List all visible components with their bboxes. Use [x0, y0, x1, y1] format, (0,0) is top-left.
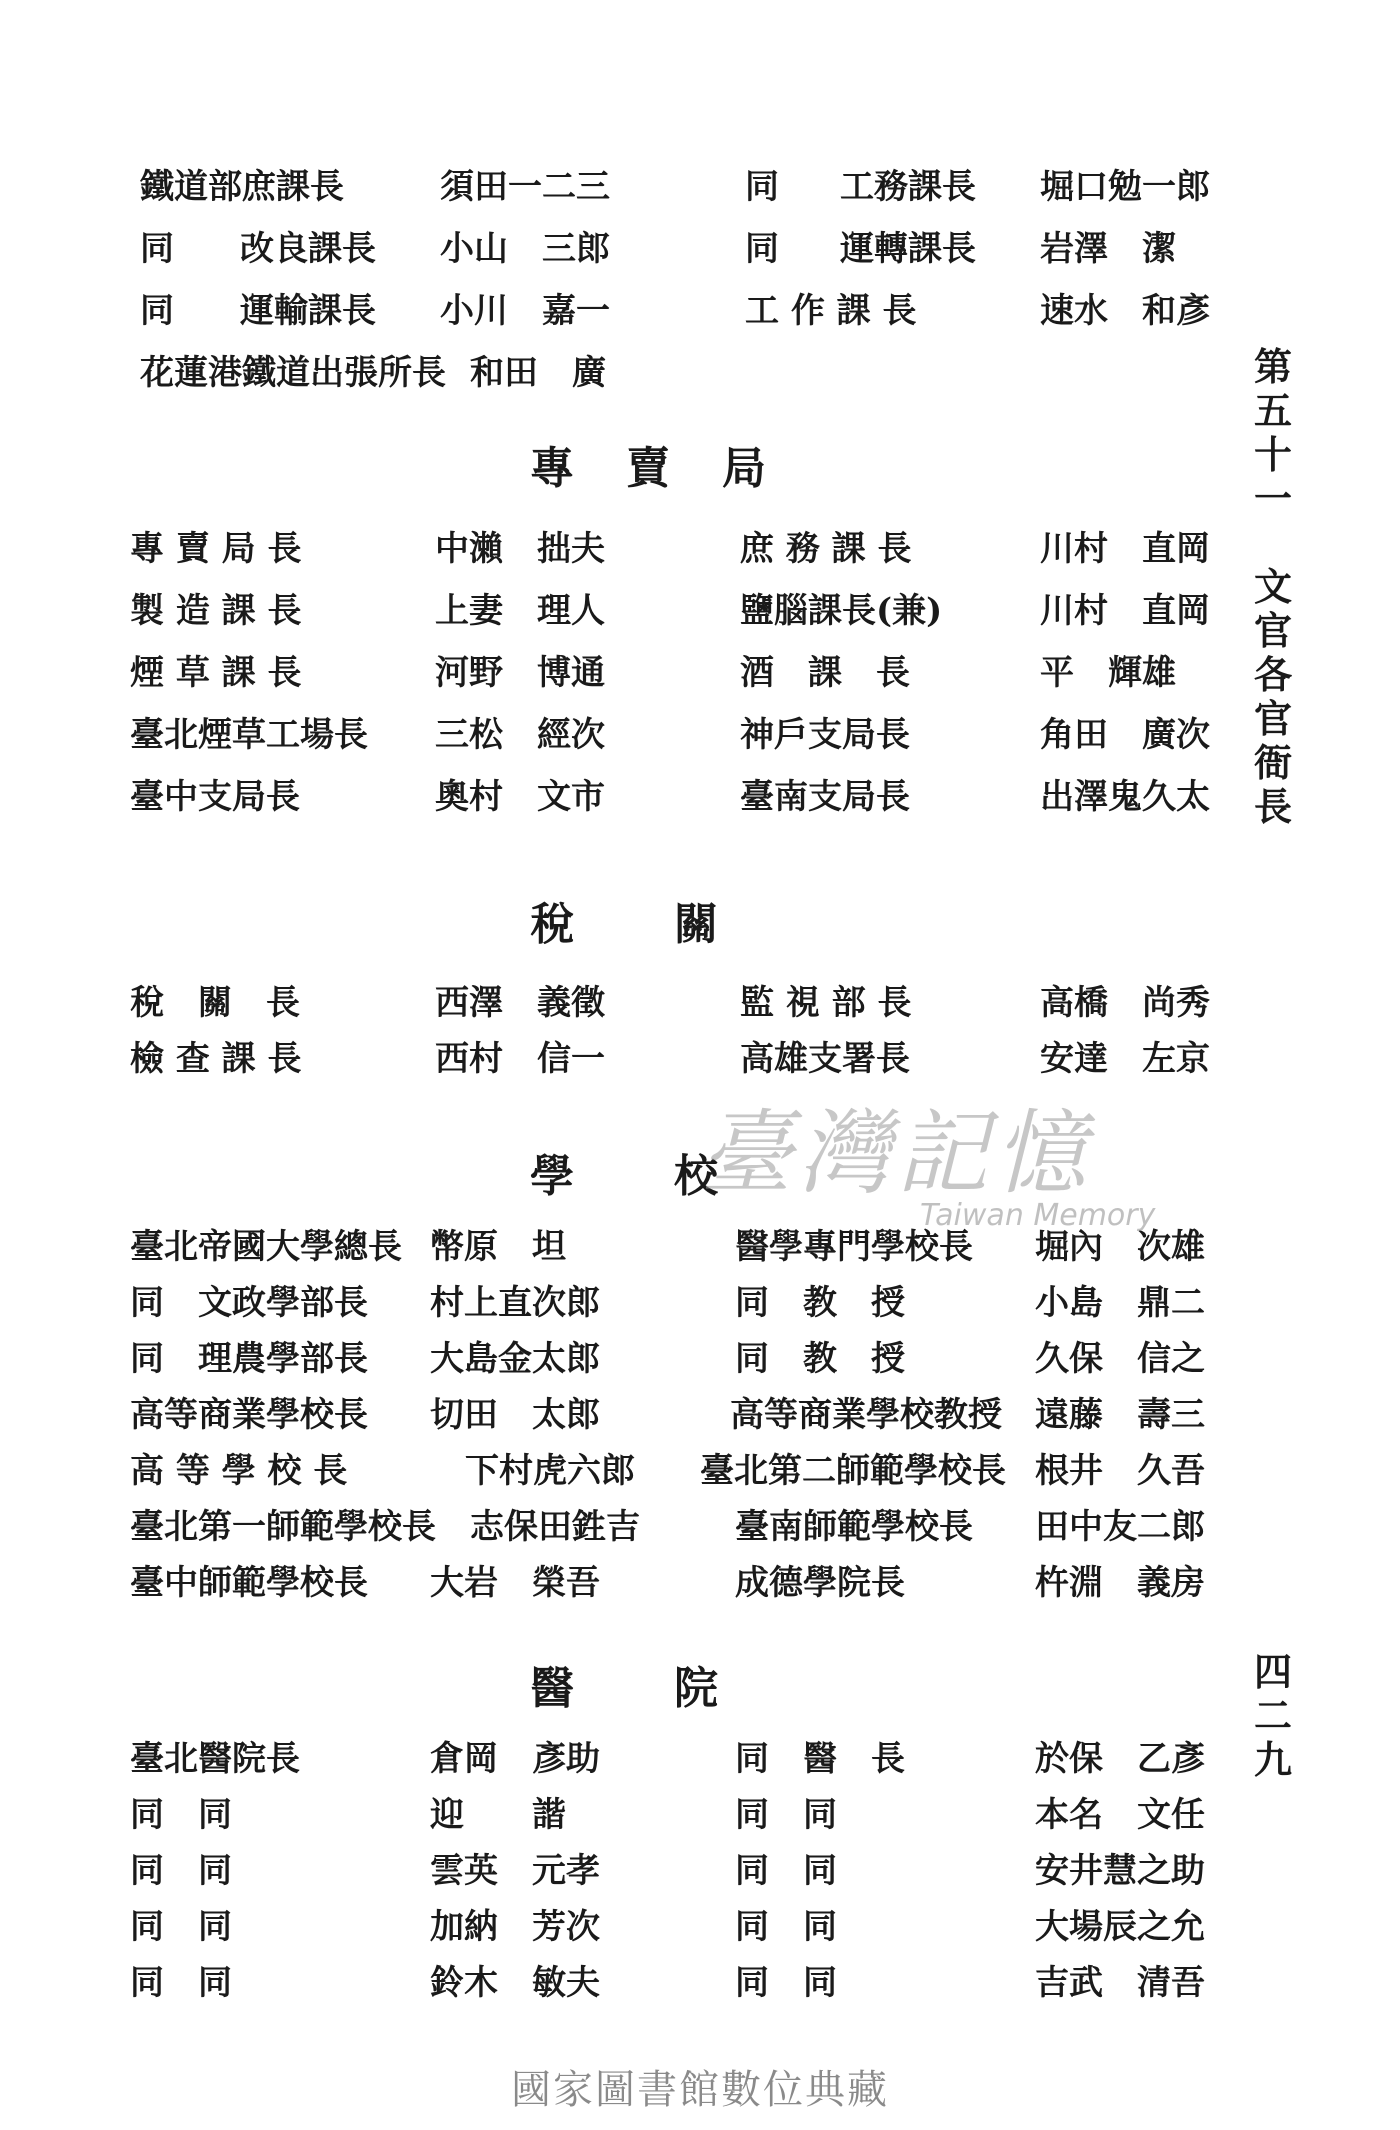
page-number-char: 九	[1253, 1737, 1292, 1782]
person-name: 田中友二郎	[1035, 1507, 1205, 1547]
person-name: 河野 博通	[435, 653, 605, 693]
person-name: 奧村 文市	[435, 777, 605, 817]
section-heading: 稅 關	[530, 899, 722, 950]
person-name: 雲英 元孝	[430, 1851, 600, 1891]
person-name: 西澤 義徵	[435, 983, 605, 1023]
person-name: 小島 鼎二	[1035, 1283, 1205, 1323]
table-row	[0, 1846, 1240, 1896]
person-name: 鈴木 敏夫	[430, 1963, 600, 2003]
person-name: 志保田鉎吉	[470, 1507, 640, 1547]
side-char: 衙	[1253, 740, 1292, 785]
post-title: 臺北第二師範學校長	[700, 1451, 1006, 1491]
side-char: 各	[1253, 652, 1292, 697]
post-title: 同 同	[735, 1963, 837, 2003]
table-row	[0, 1734, 1240, 1784]
person-name: 堀口勉一郎	[1040, 167, 1210, 207]
post-title: 運轉課長	[840, 229, 976, 269]
table-row	[0, 1334, 1240, 1384]
side-char	[1248, 521, 1298, 565]
table-row	[0, 1558, 1240, 1608]
side-char: 長	[1253, 784, 1292, 829]
post-title: 改良課長	[240, 229, 376, 269]
section-heading: 醫 院	[530, 1663, 722, 1714]
post-title: 臺南師範學校長	[735, 1507, 973, 1547]
page-number-char: 二	[1253, 1693, 1292, 1738]
person-name: 角田 廣次	[1040, 715, 1210, 755]
post-title: 成德學院長	[735, 1563, 905, 1603]
post-title: 同 理農學部長	[130, 1339, 368, 1379]
table-row	[0, 1446, 1240, 1496]
person-name: 上妻 理人	[435, 591, 605, 631]
side-char: 十	[1253, 432, 1292, 477]
post-title: 同 同	[735, 1907, 837, 1947]
person-name: 切田 太郎	[430, 1395, 600, 1435]
post-prefix: 同	[745, 167, 779, 207]
table-row	[0, 586, 1240, 636]
person-name: 安達 左京	[1040, 1039, 1210, 1079]
post-title: 臺北醫院長	[130, 1739, 300, 1779]
post-title: 高等商業學校教授	[730, 1395, 1002, 1435]
post-title: 鐵道部庶課長	[140, 167, 344, 207]
post-title: 同 文政學部長	[130, 1283, 368, 1323]
post-title: 臺南支局長	[740, 777, 910, 817]
person-name: 中瀨 拙夫	[435, 529, 605, 569]
person-name: 幣原 坦	[430, 1227, 566, 1267]
post-title: 鹽腦課長(兼)	[740, 591, 943, 631]
post-title: 神戶支局長	[740, 715, 910, 755]
post-title: 同 教 授	[735, 1339, 905, 1379]
person-name: 於保 乙彥	[1035, 1739, 1205, 1779]
post-title: 臺中支局長	[130, 777, 300, 817]
person-name: 川村 直岡	[1040, 529, 1210, 569]
person-name: 杵淵 義房	[1035, 1563, 1205, 1603]
post-title: 檢 查 課 長	[130, 1039, 302, 1079]
table-row	[0, 648, 1240, 698]
side-char: 一	[1253, 476, 1292, 521]
post-title: 同 同	[130, 1963, 232, 2003]
person-name: 遠藤 壽三	[1035, 1395, 1205, 1435]
post-title: 專 賣 局 長	[130, 529, 302, 569]
table-row	[0, 162, 1240, 212]
post-title: 製 造 課 長	[130, 591, 302, 631]
side-char: 文	[1253, 564, 1292, 609]
person-name: 根井 久吾	[1035, 1451, 1205, 1491]
watermark-chinese: 臺灣記憶	[700, 1100, 1093, 1207]
table-row	[0, 1502, 1240, 1552]
table-row	[0, 524, 1240, 574]
table-row	[0, 772, 1240, 822]
table-row	[0, 286, 1240, 336]
post-title: 煙 草 課 長	[130, 653, 302, 693]
post-title: 運輸課長	[240, 291, 376, 331]
person-name: 迎 諧	[430, 1795, 566, 1835]
table-row	[0, 978, 1240, 1028]
post-title: 醫學專門學校長	[735, 1227, 973, 1267]
post-title: 高雄支署長	[740, 1039, 910, 1079]
person-name: 大場辰之允	[1035, 1907, 1205, 1947]
person-name: 大島金太郎	[430, 1339, 600, 1379]
section-heading: 學 校	[530, 1151, 722, 1202]
post-title: 同 同	[735, 1851, 837, 1891]
table-row	[0, 1790, 1240, 1840]
table-row	[0, 224, 1240, 274]
person-name: 須田一二三	[440, 167, 610, 207]
table-row	[0, 1902, 1240, 1952]
person-name: 本名 文任	[1035, 1795, 1205, 1835]
person-name: 小山 三郎	[440, 229, 610, 269]
table-row	[0, 1034, 1240, 1084]
side-char: 五	[1253, 388, 1292, 433]
post-title: 臺中師範學校長	[130, 1563, 368, 1603]
person-name: 岩澤 潔	[1040, 229, 1176, 269]
post-title: 同 教 授	[735, 1283, 905, 1323]
post-title: 同 同	[130, 1795, 232, 1835]
post-title: 同 同	[130, 1851, 232, 1891]
watermark	[700, 1080, 1160, 1233]
post-title: 花蓮港鐵道出張所長	[140, 353, 446, 393]
page-number-char: 四	[1253, 1649, 1292, 1694]
person-name: 加納 芳次	[430, 1907, 600, 1947]
person-name: 和田 廣	[470, 353, 606, 393]
post-title: 同 同	[735, 1795, 837, 1835]
section-heading: 專 賣 局	[530, 443, 770, 494]
person-name: 下村虎六郎	[465, 1451, 635, 1491]
post-title: 臺北第一師範學校長	[130, 1507, 436, 1547]
table-row	[0, 348, 1240, 398]
person-name: 速水 和彥	[1040, 291, 1210, 331]
side-chapter-label	[1248, 345, 1298, 829]
person-name: 吉武 清吾	[1035, 1963, 1205, 2003]
table-row	[0, 1390, 1240, 1440]
person-name: 小川 嘉一	[440, 291, 610, 331]
post-title: 監 視 部 長	[740, 983, 912, 1023]
post-title: 工 作 課 長	[745, 291, 917, 331]
post-title: 酒 課 長	[740, 653, 910, 693]
watermark-english: Taiwan Memory	[920, 1198, 1156, 1233]
person-name: 出澤鬼久太	[1040, 777, 1210, 817]
post-prefix: 同	[140, 229, 174, 269]
person-name: 川村 直岡	[1040, 591, 1210, 631]
post-title: 同 同	[130, 1907, 232, 1947]
person-name: 久保 信之	[1035, 1339, 1205, 1379]
table-row	[0, 1958, 1240, 2008]
post-prefix: 同	[745, 229, 779, 269]
post-title: 高等商業學校長	[130, 1395, 368, 1435]
post-title: 臺北帝國大學總長	[130, 1227, 402, 1267]
post-title: 庶 務 課 長	[740, 529, 912, 569]
post-title: 臺北煙草工場長	[130, 715, 368, 755]
page-number	[1248, 1650, 1298, 1782]
person-name: 村上直次郎	[430, 1283, 600, 1323]
post-prefix: 同	[140, 291, 174, 331]
post-title: 同 醫 長	[735, 1739, 905, 1779]
footer-credit: 國家圖書館數位典藏	[511, 2067, 889, 2113]
side-char: 第	[1253, 344, 1292, 389]
person-name: 西村 信一	[435, 1039, 605, 1079]
post-title: 高 等 學 校 長	[130, 1451, 348, 1491]
side-char: 官	[1253, 696, 1292, 741]
person-name: 平 輝雄	[1040, 653, 1176, 693]
person-name: 安井慧之助	[1035, 1851, 1205, 1891]
table-row	[0, 710, 1240, 760]
side-char: 官	[1253, 608, 1292, 653]
post-title: 稅 關 長	[130, 983, 300, 1023]
person-name: 堀內 次雄	[1035, 1227, 1205, 1267]
post-title: 工務課長	[840, 167, 976, 207]
person-name: 倉岡 彥助	[430, 1739, 600, 1779]
person-name: 大岩 榮吾	[430, 1563, 600, 1603]
person-name: 高橋 尚秀	[1040, 983, 1210, 1023]
person-name: 三松 經次	[435, 715, 605, 755]
table-row	[0, 1278, 1240, 1328]
